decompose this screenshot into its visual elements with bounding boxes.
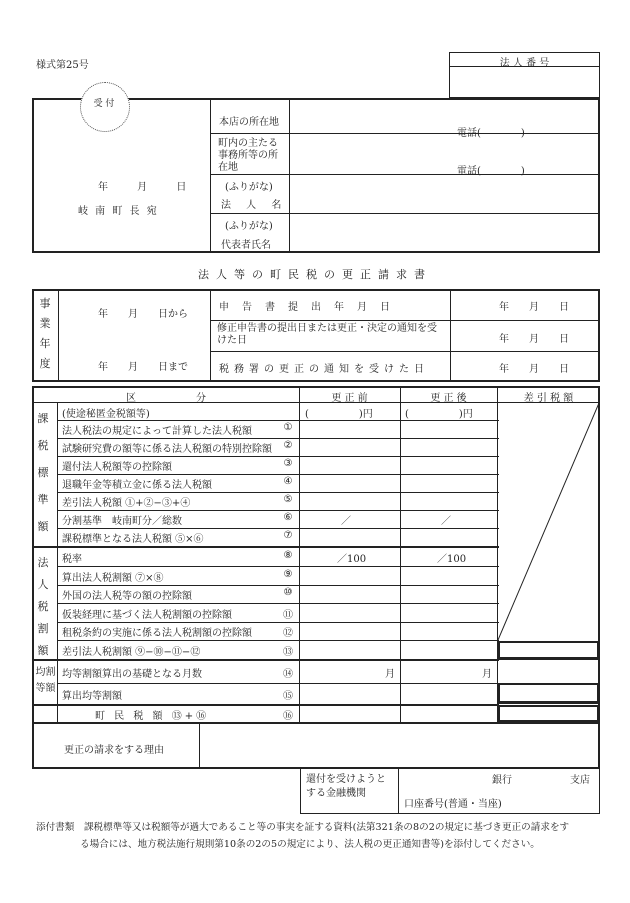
row-label: 法人税法の規定によって計算した法人税額: [62, 426, 252, 437]
fiscal-year-label: 事 業 年 度: [39, 297, 51, 370]
row-after-value[interactable]: 月: [482, 669, 492, 680]
row-number: ⑤: [283, 494, 293, 505]
corp-number-field[interactable]: [452, 70, 597, 95]
addressee: 岐 南 町 長 宛: [78, 206, 159, 217]
head-office-label: 本店の所在地: [219, 117, 279, 128]
row-number: ⑩: [283, 587, 293, 598]
row-number: ⑨: [283, 569, 293, 580]
row-number: ⑦: [283, 530, 293, 541]
row-number: ⑥: [283, 512, 293, 523]
row-label: 仮装経理に基づく法人税割額の控除額: [62, 610, 232, 621]
row-number: ⑧: [283, 550, 293, 561]
row-number: ⑪: [283, 610, 293, 621]
receipt-date: 年 月 日: [98, 182, 200, 193]
head-office-phone: 電話( ): [457, 128, 525, 139]
receipt-stamp-label: 受 付: [93, 99, 115, 109]
row-label: 町 民 税 額 ⑬+⑯: [95, 711, 210, 722]
head-office-field[interactable]: [290, 100, 598, 133]
row-number: ⑬: [283, 647, 293, 658]
filing-date-label: 申告書提出年月日: [219, 302, 403, 313]
corp-name-field[interactable]: [290, 175, 598, 213]
row-after-value[interactable]: ／: [441, 516, 451, 527]
row-label: (使途秘匿金税額等): [62, 409, 150, 420]
tax-office-date-value[interactable]: 年 月 日: [499, 364, 569, 375]
note-line-1: 添付書類 課税標準等又は税額等が過大であること等の事実を証する資料(法第321条の8の2の規定に基づき更正の請求をす: [36, 822, 570, 833]
main-office-label-2: 事務所等の所: [218, 150, 278, 161]
branch-name-label: 支店: [570, 775, 590, 786]
bank-label-1: 還付を受けようと: [306, 774, 386, 785]
row-label: 分割基準 岐南町分／総数: [62, 516, 182, 527]
row-number: ③: [283, 458, 293, 469]
rep-name-field[interactable]: [290, 214, 598, 251]
row-label: 課税標準となる法人税額 ⑤×⑥: [62, 534, 204, 545]
row-number: ⑫: [283, 628, 293, 639]
row-number: ⑯: [283, 711, 293, 722]
corp-name-label: 法 人 名: [221, 200, 288, 211]
reason-field[interactable]: [200, 724, 598, 767]
header-category: 区 分: [126, 393, 206, 404]
account-number-label: 口座番号(普通・当座): [404, 799, 502, 810]
diff-diagonal: [498, 403, 599, 640]
fiscal-to: 年 月 日まで: [98, 362, 188, 373]
diff-box-equal[interactable]: [498, 683, 599, 703]
bank-label-2: する金融機関: [306, 788, 366, 799]
header-after: 更 正 後: [430, 393, 467, 404]
row-number: ⑮: [283, 691, 293, 702]
header-before: 更 正 前: [331, 393, 368, 404]
row-label: 均等割額算出の基礎となる月数: [62, 669, 202, 680]
diff-box-tax[interactable]: [498, 641, 599, 659]
furigana-label-rep: (ふりがな): [225, 221, 273, 232]
row-label: 算出法人税割額 ⑦×⑧: [62, 573, 164, 584]
corp-number-label: 法 人 番 号: [499, 58, 550, 69]
corp-number-box: [449, 52, 600, 98]
fiscal-from: 年 月 日から: [98, 309, 188, 320]
reason-label: 更正の請求をする理由: [64, 745, 164, 756]
form-number: 様式第25号: [36, 60, 89, 71]
amend-date-label-1: 修正申告書の提出日または更正・決定の通知を受: [217, 323, 437, 334]
row-label: 差引法人税割額 ⑨−⑩−⑪−⑫: [62, 647, 201, 658]
row-label: 税率: [62, 554, 82, 565]
main-office-phone: 電話( ): [457, 166, 525, 177]
rep-name-label: 代表者氏名: [221, 240, 271, 251]
row-label: 差引法人税額 ①+②−③+④: [62, 498, 191, 509]
header-difference: 差 引 税 額: [523, 393, 574, 404]
amend-date-value[interactable]: 年 月 日: [499, 334, 569, 345]
row-label: 算出均等割額: [62, 691, 122, 702]
row-label: 還付法人税額等の控除額: [62, 462, 172, 473]
bank-name-label: 銀行: [492, 775, 512, 786]
filing-date-value[interactable]: 年 月 日: [499, 302, 569, 313]
row-before-value[interactable]: ／100: [337, 554, 367, 565]
main-office-field[interactable]: [290, 134, 598, 174]
form-title: 法人等の町民税の更正請求書: [198, 268, 432, 281]
row-label: 試験研究費の額等に係る法人税額の特別控除額: [62, 444, 272, 455]
amend-date-label-2: けた日: [217, 335, 247, 346]
group-tax-label: 法 人 税 割 額: [37, 556, 49, 657]
row-label: 退職年金等積立金に係る法人税額: [62, 480, 212, 491]
row-label: 外国の法人税等の額の控除額: [62, 591, 192, 602]
row-before-value[interactable]: ／: [341, 516, 351, 527]
main-office-label-3: 在地: [218, 162, 238, 173]
row-number: ②: [283, 440, 293, 451]
group-taxable-label: 課 税 標 準 額: [37, 412, 49, 533]
row-number: ⑭: [283, 669, 293, 680]
bank-field[interactable]: [400, 769, 598, 812]
furigana-label-corp: (ふりがな): [225, 182, 273, 193]
row-before-value[interactable]: 月: [385, 669, 395, 680]
row-after-value[interactable]: ／100: [437, 554, 467, 565]
row-after-value[interactable]: ( )円: [405, 409, 473, 420]
row-number: ④: [283, 476, 293, 487]
row-before-value[interactable]: ( )円: [305, 409, 373, 420]
main-office-label-1: 町内の主たる: [218, 138, 278, 149]
row-number: ①: [283, 422, 293, 433]
tax-office-date-label: 税務署の更正の通知を受けた日: [219, 364, 429, 375]
diff-box-total[interactable]: [498, 705, 599, 722]
note-line-2: る場合には、地方税法施行規則第10条の2の5の規定により、法人税の更正通知書等)を添付してください。: [80, 839, 540, 850]
row-label: 租税条約の実施に係る法人税割額の控除額: [62, 628, 252, 639]
group-equal-label: 均割 等額: [35, 667, 56, 694]
